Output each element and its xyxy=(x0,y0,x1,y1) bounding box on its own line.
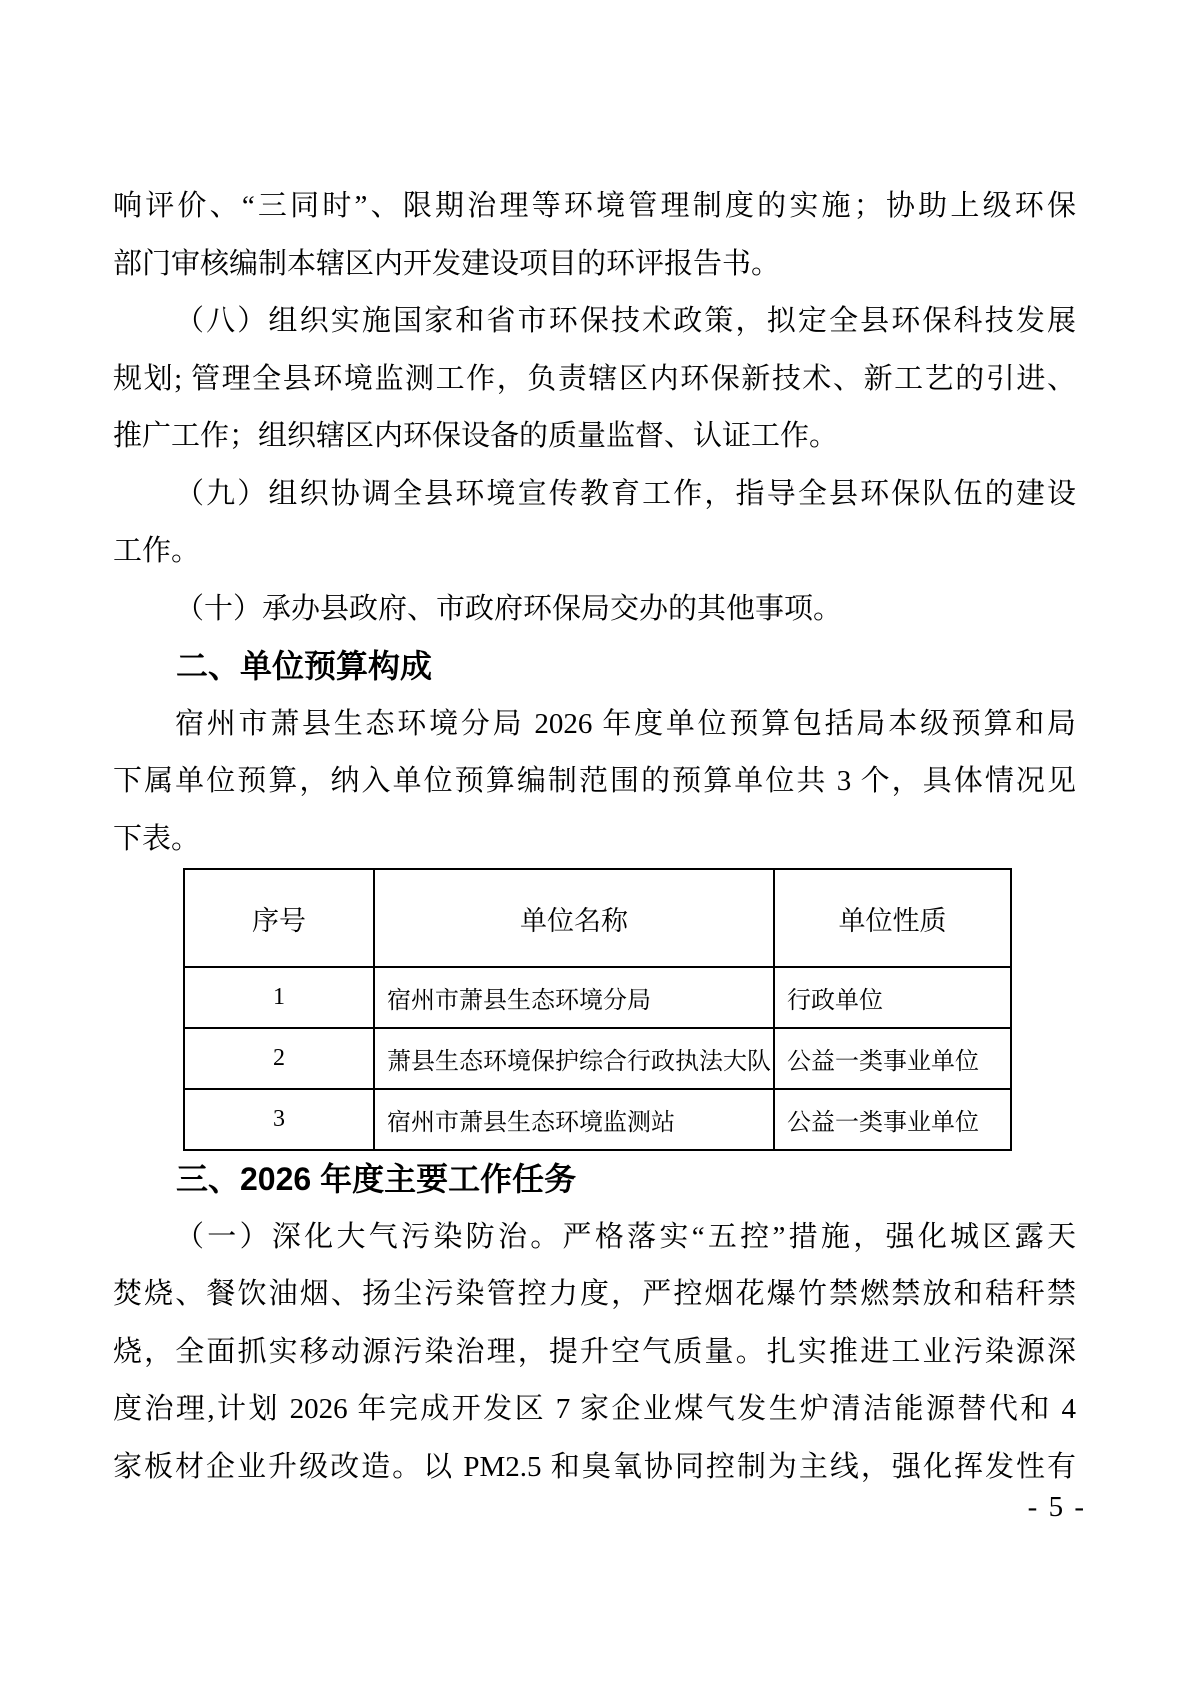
table-row xyxy=(184,1089,1011,1150)
body-line: （一）深化大气污染防治。严格落实“五控”措施，强化城区露天 xyxy=(175,1220,1076,1253)
cell-unit-name: 宿州市萧县生态环境分局 xyxy=(374,967,774,1028)
body-line: （十）承办县政府、市政府环保局交办的其他事项。 xyxy=(175,592,843,625)
table-row xyxy=(184,1028,1011,1089)
cell-unit-name: 萧县生态环境保护综合行政执法大队 xyxy=(374,1028,774,1089)
body-line: 下表。 xyxy=(113,822,201,855)
cell-serial: 3 xyxy=(184,1089,374,1150)
cell-unit-type: 公益一类事业单位 xyxy=(774,1028,1011,1089)
page-body xyxy=(113,178,1076,1496)
page-number: - 5 - xyxy=(1027,1491,1086,1523)
body-line: 推广工作；组织辖区内环保设备的质量监督、认证工作。 xyxy=(113,420,839,452)
body-line: （八）组织实施国家和省市环保技术政策，拟定全县环保科技发展 xyxy=(175,305,1076,337)
table-row xyxy=(184,967,1011,1028)
body-line: 规划; 管理全县环境监测工作，负责辖区内环保新技术、新工艺的引进、 xyxy=(113,362,1076,395)
body-line: 焚烧、餐饮油烟、扬尘污染管控力度，严控烟花爆竹禁燃禁放和秸秆禁 xyxy=(113,1278,1076,1310)
table-header-row xyxy=(184,869,1011,967)
column-header-unit-name: 单位名称 xyxy=(374,869,774,967)
body-line: 响评价、“三同时”、限期治理等环境管理制度的实施；协助上级环保 xyxy=(113,190,1076,222)
budget-units-table xyxy=(183,868,1012,1151)
body-line: 度治理,计划 2026 年完成开发区 7 家企业煤气发生炉清洁能源替代和 4 xyxy=(113,1393,1076,1425)
section-heading-main-tasks: 三、2026 年度主要工作任务 xyxy=(176,1161,577,1197)
body-line: 宿州市萧县生态环境分局 2026 年度单位预算包括局本级预算和局 xyxy=(175,707,1076,740)
body-line: 下属单位预算，纳入单位预算编制范围的预算单位共 3 个，具体情况见 xyxy=(113,765,1076,797)
section-heading-budget-composition: 二、单位预算构成 xyxy=(176,648,433,684)
cell-unit-type: 行政单位 xyxy=(774,967,1011,1028)
cell-serial: 2 xyxy=(184,1028,374,1089)
column-header-serial: 序号 xyxy=(184,869,374,967)
body-line: 部门审核编制本辖区内开发建设项目的环评报告书。 xyxy=(113,247,781,280)
body-line: 烧，全面抓实移动源污染治理，提升空气质量。扎实推进工业污染源深 xyxy=(113,1335,1076,1368)
body-line: 工作。 xyxy=(113,535,201,567)
body-line: （九）组织协调全县环境宣传教育工作，指导全县环保队伍的建设 xyxy=(175,477,1076,510)
cell-unit-name: 宿州市萧县生态环境监测站 xyxy=(374,1089,774,1150)
cell-unit-type: 公益一类事业单位 xyxy=(774,1089,1011,1150)
column-header-unit-type: 单位性质 xyxy=(774,869,1011,967)
body-line: 家板材企业升级改造。以 PM2.5 和臭氧协同控制为主线，强化挥发性有 xyxy=(113,1450,1076,1483)
cell-serial: 1 xyxy=(184,967,374,1028)
